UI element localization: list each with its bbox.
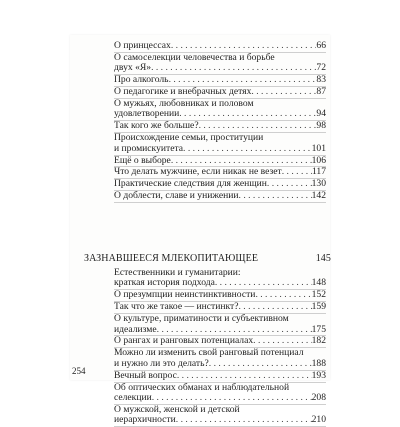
toc-entry-page: 208 bbox=[311, 391, 326, 403]
toc-entry-line bbox=[114, 325, 326, 335]
toc-entry-line bbox=[114, 278, 326, 288]
toc-entry-line bbox=[114, 167, 326, 177]
section-heading-page: 145 bbox=[315, 253, 331, 264]
toc-entry-page: 210 bbox=[311, 414, 326, 426]
toc-entry-line bbox=[114, 290, 326, 300]
toc-entry-page: 142 bbox=[311, 190, 326, 202]
toc-entry-title: иерархичности bbox=[114, 414, 176, 426]
section-heading bbox=[84, 253, 331, 264]
dot-leader bbox=[177, 371, 312, 381]
toc-entry-page: 101 bbox=[311, 142, 326, 154]
toc-entry-title: Практические следствия для женщин bbox=[114, 178, 267, 190]
toc-entry-title: Вечный вопрос bbox=[114, 369, 177, 381]
toc-entry-page: 130 bbox=[311, 178, 326, 190]
toc-entry-line bbox=[114, 63, 326, 73]
toc-entry-page: 66 bbox=[316, 40, 326, 51]
toc-entry bbox=[114, 383, 326, 405]
toc-entry-page: 87 bbox=[316, 86, 326, 98]
toc-entry-page: 94 bbox=[316, 108, 326, 120]
toc-entry-title: О культуре, приматиности и субъективном bbox=[114, 313, 289, 325]
toc-entry-page: 148 bbox=[311, 277, 326, 289]
toc-entry bbox=[114, 133, 326, 155]
toc-entry-line bbox=[114, 75, 326, 85]
toc-entry-title: двух «Я» bbox=[114, 62, 152, 74]
toc-list-1 bbox=[114, 41, 326, 203]
toc-entry-line bbox=[114, 314, 326, 324]
toc-entry-line bbox=[114, 371, 326, 381]
toc-entry-page: 106 bbox=[311, 154, 326, 166]
toc-entry-title: Так кого же больше? bbox=[114, 120, 199, 132]
toc-entry-line bbox=[114, 359, 326, 369]
toc-entry-line bbox=[114, 41, 326, 51]
toc-entry-page: 98 bbox=[316, 120, 326, 132]
dot-leader bbox=[255, 290, 311, 300]
toc-entry-title: Об оптических обманах и наблюдательной bbox=[114, 381, 290, 393]
toc-entry-title: удовлетворении bbox=[114, 108, 180, 120]
toc-entry-line bbox=[114, 121, 326, 131]
toc-list-2 bbox=[114, 268, 326, 427]
toc-entry-line bbox=[114, 156, 326, 166]
toc-entry bbox=[114, 405, 326, 427]
page-number: 254 bbox=[72, 366, 86, 376]
toc-entry-title: О принцессах bbox=[114, 40, 171, 51]
toc-entry-line bbox=[114, 336, 326, 346]
dot-leader bbox=[171, 156, 312, 166]
toc-entry-page: 193 bbox=[311, 369, 326, 381]
toc-entry-page: 152 bbox=[311, 289, 326, 301]
dot-leader bbox=[267, 179, 312, 189]
dot-leader bbox=[239, 191, 312, 201]
dot-leader bbox=[253, 336, 311, 346]
toc-entry-title: идеализме bbox=[114, 323, 157, 335]
toc-entry-title: Ещё о выборе bbox=[114, 154, 171, 166]
toc-entry-page: 182 bbox=[311, 335, 326, 347]
dot-leader bbox=[151, 63, 316, 73]
book-page bbox=[70, 35, 331, 426]
toc-entry-title: краткая история подхода bbox=[114, 277, 215, 289]
toc-entry-title: О мужской, женской и детской bbox=[114, 403, 240, 415]
toc-entry-line bbox=[114, 415, 326, 425]
toc-entry-line bbox=[114, 87, 326, 97]
dot-leader bbox=[238, 302, 311, 312]
dot-leader bbox=[199, 121, 317, 131]
toc-entry bbox=[114, 191, 326, 203]
toc-entry-title: Естественники и гуманитарии: bbox=[114, 267, 241, 278]
toc-entry-line bbox=[114, 302, 326, 312]
toc-entry-title: Про алкоголь bbox=[114, 74, 169, 86]
toc-entry-line bbox=[114, 144, 326, 154]
section-heading-leader bbox=[258, 253, 316, 264]
toc-entry-line bbox=[114, 109, 326, 119]
dot-leader bbox=[251, 87, 316, 97]
toc-entry-line bbox=[114, 393, 326, 403]
dot-leader bbox=[152, 393, 312, 403]
toc-entry bbox=[114, 314, 326, 336]
dot-leader bbox=[176, 415, 312, 425]
toc-entry bbox=[114, 53, 326, 75]
dot-leader bbox=[183, 144, 312, 154]
toc-entry-title: Происхождение семьи, проституции bbox=[114, 132, 264, 144]
toc-entry-title: Так что же такое — инстинкт? bbox=[114, 301, 239, 313]
toc-entry-title: О доблести, славе и унижении bbox=[114, 190, 239, 202]
toc-entry-line bbox=[114, 405, 326, 415]
dot-leader bbox=[171, 41, 317, 51]
dot-leader bbox=[209, 359, 312, 369]
toc-entry-title: О презумпции неинстинктивности bbox=[114, 289, 256, 301]
toc-entry-line bbox=[114, 191, 326, 201]
toc-entry-page: 175 bbox=[311, 323, 326, 335]
toc-entry-page: 72 bbox=[316, 62, 326, 74]
toc-entry-page: 117 bbox=[311, 166, 326, 178]
toc-entry-title: селекции bbox=[114, 391, 152, 403]
toc-entry bbox=[114, 99, 326, 121]
section-heading-title: ЗАЗНАВШЕЕСЯ МЛЕКОПИТАЮЩЕЕ bbox=[84, 253, 259, 264]
toc-entry bbox=[114, 348, 326, 370]
toc-entry-title: Можно ли изменить свой ранговый потенциал bbox=[114, 347, 304, 359]
toc-entry-title: О мужьях, любовниках и половом bbox=[114, 98, 254, 110]
dot-leader bbox=[179, 109, 316, 119]
dot-leader bbox=[157, 325, 312, 335]
dot-leader bbox=[215, 278, 312, 288]
toc-entry-title: О рангах и ранговых потенциалах bbox=[114, 335, 254, 347]
dot-leader bbox=[282, 167, 312, 177]
toc-entry bbox=[114, 371, 326, 383]
toc-entry bbox=[114, 268, 326, 290]
toc-entry-line bbox=[114, 179, 326, 189]
toc-entry-title: и промискуитета bbox=[114, 142, 184, 154]
toc-entry-title: О педагогике и внебрачных детях bbox=[114, 86, 252, 98]
toc-entry-title: и нужно ли это делать? bbox=[114, 357, 209, 369]
toc-entry-page: 188 bbox=[311, 357, 326, 369]
toc-entry-page: 159 bbox=[311, 301, 326, 313]
toc-entry-title: О самоселекции человечества и борьбе bbox=[114, 51, 275, 63]
toc-entry-title: Что делать мужчине, если никак не везет bbox=[114, 166, 282, 178]
toc-entry-page: 83 bbox=[316, 74, 326, 86]
dot-leader bbox=[169, 75, 317, 85]
